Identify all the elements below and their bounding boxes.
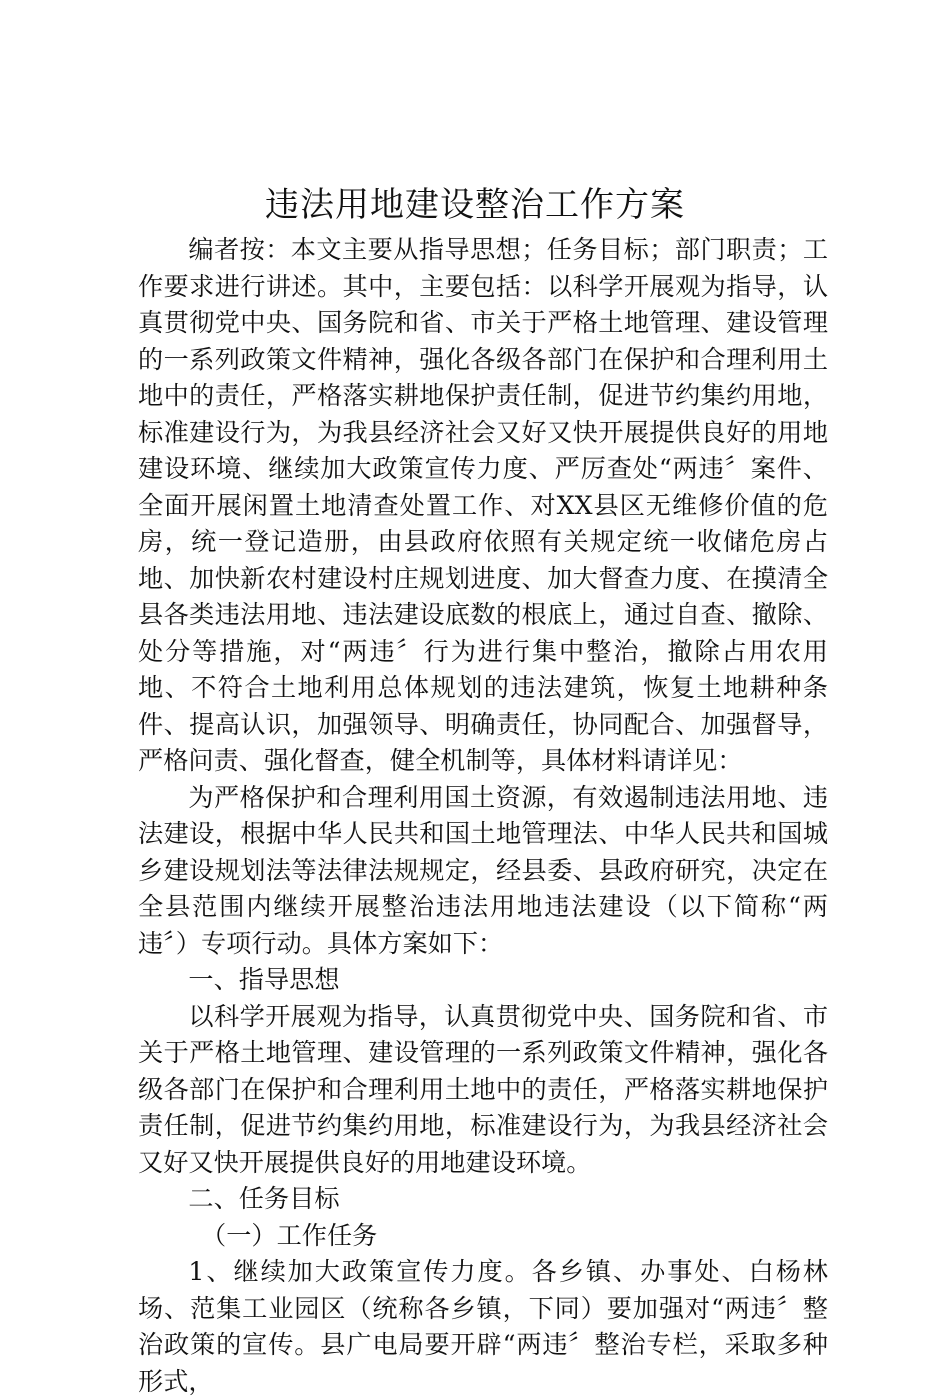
section-heading-guiding-ideology: 一、指导思想 [188,965,340,994]
subsection-heading-work-tasks: （一）工作任务 [201,1220,378,1250]
document-title: 违法用地建设整治工作方案 [265,185,685,225]
task-item-1-paragraph: 1、继续加大政策宣传力度。各乡镇、办事处、白杨林场、范集工业园区（统称各乡镇，下同）要加强对“两违〞整治政策的宣传。县广电局要开辟“两违〞整治专栏，采取多种形式， [138,1257,828,1396]
editor-note-paragraph: 编者按：本文主要从指导思想；任务目标；部门职责；工作要求进行讲述。其中，主要包括：以科学开展观为指导，认真贯彻党中央、国务院和省、市关于严格土地管理、建设管理的一系列政策文件精神，强化各级各部门在保护和合理利用土地中的责任，严格落实耕地保护责任制，促进节约集约用地，标准建设行为，为我县经济社会又好又快开展提供良好的用地建设环境、继续加大政策宣传力度、严厉查处“两违〞案件、全面开展闲置土地清查处置工作、对XX县区无维修价值的危房，统一登记造册，由县政府依照有关规定统一收储危房占地、加快新农村建设村庄规划进度、加大督查力度、在摸清全县各类违法用地、违法建设底数的根底上，通过自查、撤除、处分等措施，对“两违〞行为进行集中整治，撤除占用农用地、不符合土地利用总体规划的违法建筑，恢复土地耕种条件、提高认识，加强领导、明确责任，协同配合、加强督导，严格问责、强化督查，健全机制等，具体材料请详见： [138,235,828,775]
intro-paragraph: 为严格保护和合理利用国土资源，有效遏制违法用地、违法建设，根据中华人民共和国土地管理法、中华人民共和国城乡建设规划法等法律法规规定，经县委、县政府研究，决定在全县范围内继续开展整治违法用地违法建设（以下简称“两违〞）专项行动。具体方案如下： [138,782,828,958]
guiding-ideology-paragraph: 以科学开展观为指导，认真贯彻党中央、国务院和省、市关于严格土地管理、建设管理的一系列政策文件精神，强化各级各部门在保护和合理利用土地中的责任，严格落实耕地保护责任制，促进节约集约用地，标准建设行为，为我县经济社会又好又快开展提供良好的用地建设环境。 [138,1001,828,1177]
document-body [138,232,828,1400]
section-heading-task-goals: 二、任务目标 [188,1184,340,1213]
